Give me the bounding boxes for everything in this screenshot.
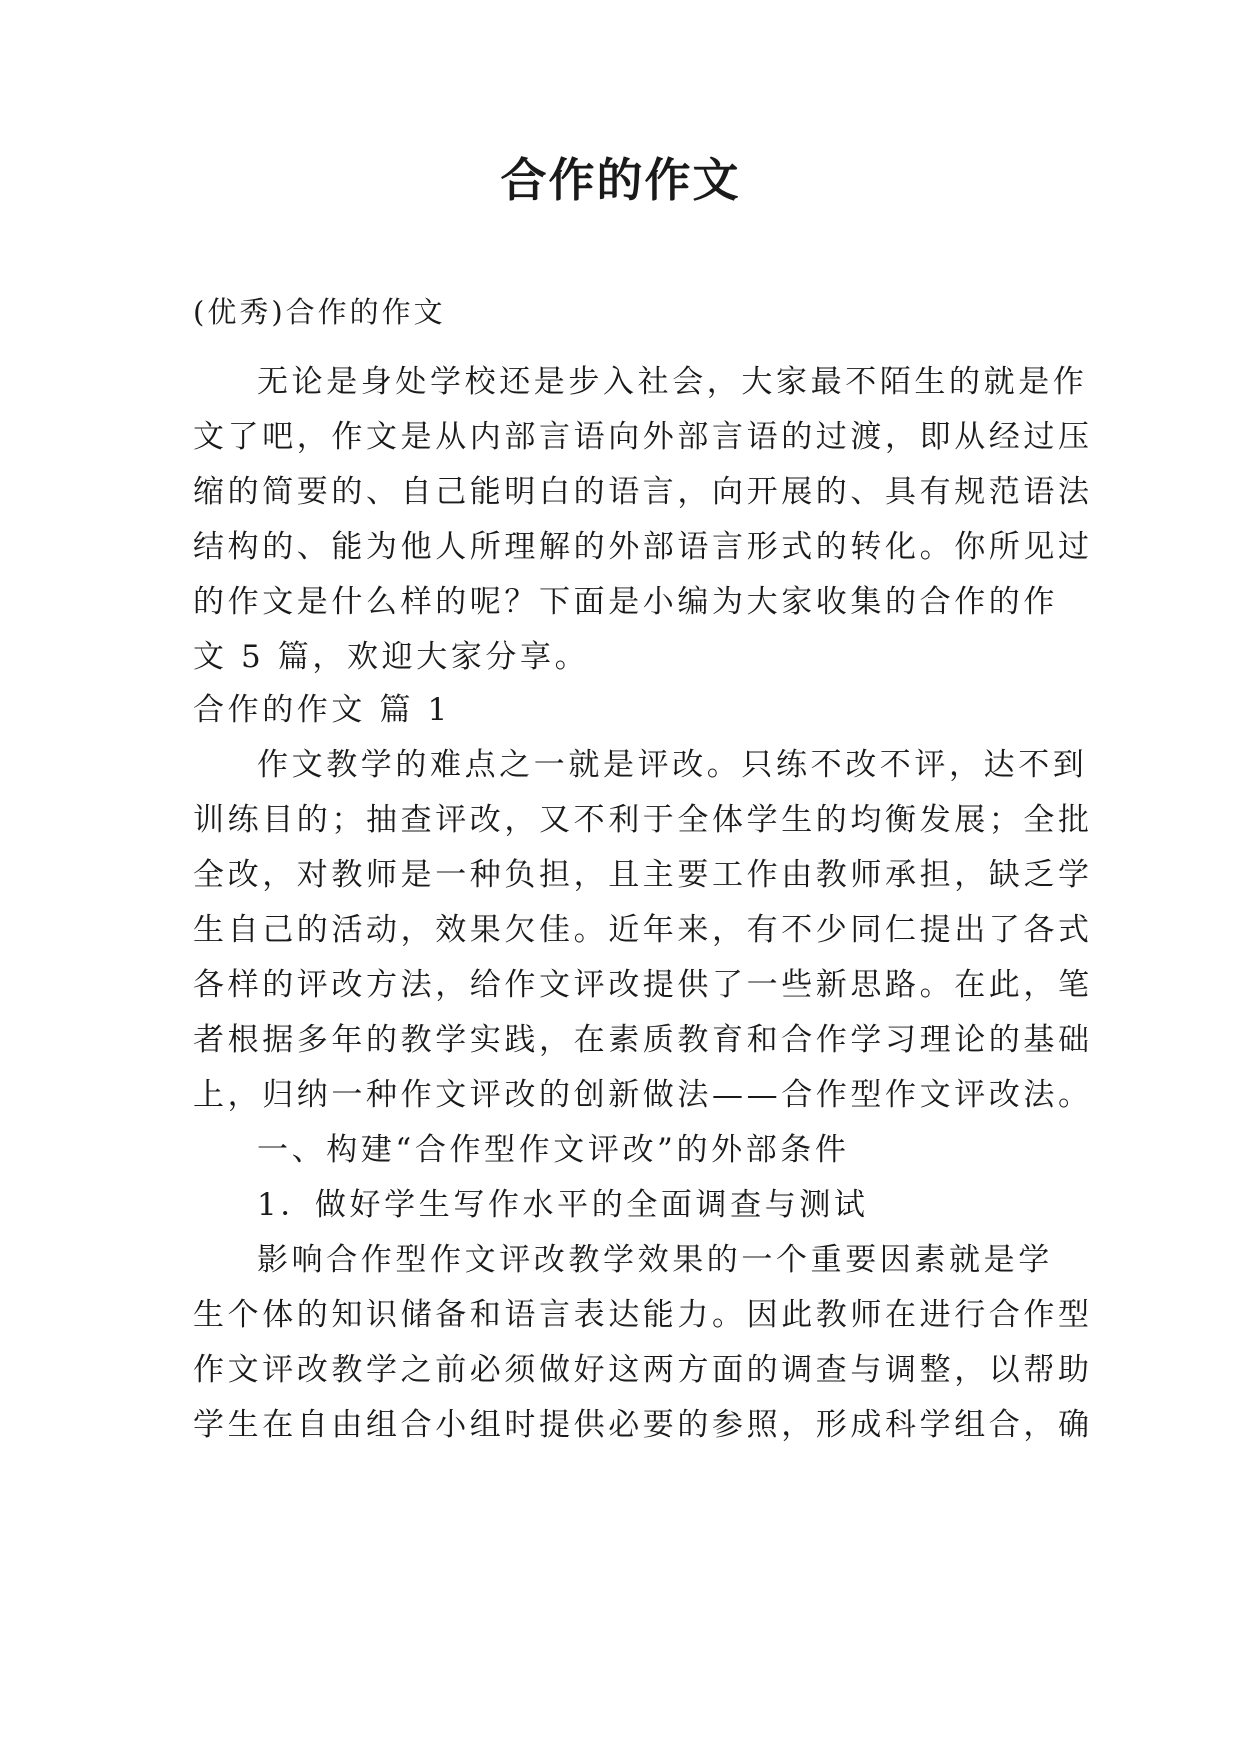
paragraph-line: 作文评改教学之前必须做好这两方面的调查与调整，以帮助 [193, 1352, 1093, 1388]
subsection-heading: 1．做好学生写作水平的全面调查与测试 [257, 1187, 869, 1223]
paragraph-line: 生自己的活动，效果欠佳。近年来，有不少同仁提出了各式 [193, 912, 1093, 948]
paragraph-line: 学生在自由组合小组时提供必要的参照，形成科学组合，确 [193, 1407, 1093, 1443]
paragraph-line: 文了吧，作文是从内部言语向外部言语的过渡，即从经过压 [193, 419, 1093, 455]
paragraph-line: 者根据多年的教学实践，在素质教育和合作学习理论的基础 [193, 1022, 1093, 1058]
document-title: 合作的作文 [500, 153, 741, 207]
subsection-heading: 一、构建“合作型作文评改”的外部条件 [257, 1132, 850, 1168]
paragraph-line: 结构的、能为他人所理解的外部语言形式的转化。你所见过 [193, 529, 1093, 565]
paragraph-line: 文 5 篇，欢迎大家分享。 [193, 639, 590, 675]
paragraph-line: 影响合作型作文评改教学效果的一个重要因素就是学 [257, 1242, 1053, 1278]
paragraph-line: 缩的简要的、自己能明白的语言，向开展的、具有规范语法 [193, 474, 1093, 510]
paragraph-line: 训练目的；抽查评改，又不利于全体学生的均衡发展；全批 [193, 802, 1093, 838]
paragraph-line: 的作文是什么样的呢？下面是小编为大家收集的合作的作 [193, 584, 1058, 620]
paragraph-line: 全改，对教师是一种负担，且主要工作由教师承担，缺乏学 [193, 857, 1093, 893]
paragraph-line: 无论是身处学校还是步入社会，大家最不陌生的就是作 [257, 364, 1088, 400]
paragraph-line: 作文教学的难点之一就是评改。只练不改不评，达不到 [257, 747, 1088, 783]
section-heading: 合作的作文 篇 1 [193, 692, 451, 728]
document-subtitle: (优秀)合作的作文 [193, 295, 446, 329]
paragraph-line: 上，归纳一种作文评改的创新做法——合作型作文评改法。 [193, 1077, 1093, 1113]
paragraph-line: 生个体的知识储备和语言表达能力。因此教师在进行合作型 [193, 1297, 1093, 1333]
paragraph-line: 各样的评改方法，给作文评改提供了一些新思路。在此，笔 [193, 967, 1093, 1003]
